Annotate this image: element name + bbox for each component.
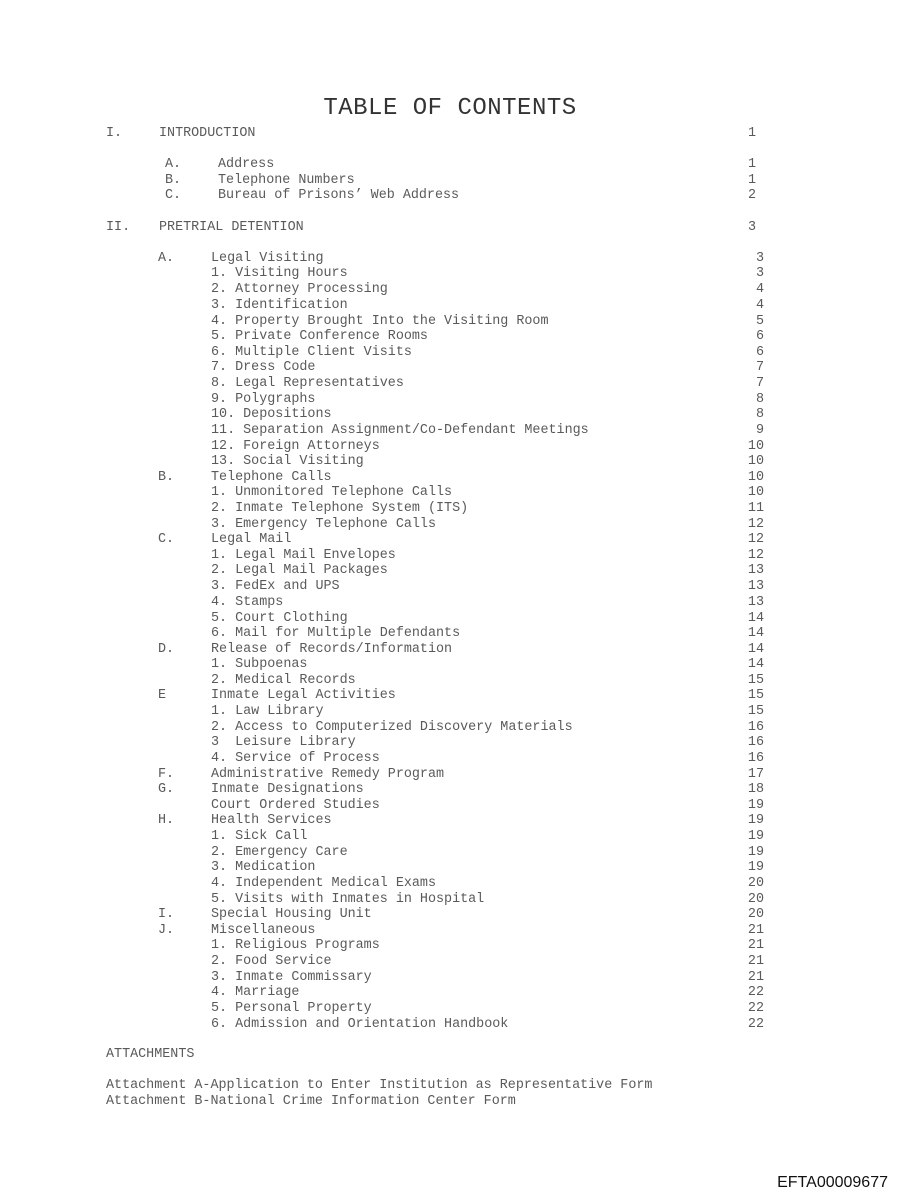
- toc-entry-marker: A.: [158, 251, 175, 266]
- toc-entry-page: 19: [747, 798, 764, 813]
- toc-entry: [0, 376, 900, 392]
- toc-entry-page: 5: [755, 314, 764, 329]
- toc-entry: [0, 454, 900, 470]
- toc-entry-title: Court Ordered Studies: [211, 798, 380, 813]
- toc-entry: [0, 751, 900, 767]
- toc-entry-page: 14: [747, 657, 764, 672]
- toc-entry: [0, 892, 900, 908]
- toc-entry: [0, 860, 900, 876]
- toc-entry-page: 16: [747, 735, 764, 750]
- toc-entry: [0, 470, 900, 486]
- toc-entry-page: 21: [747, 954, 764, 969]
- toc-entry: [0, 126, 900, 142]
- toc-entry: [0, 329, 900, 345]
- toc-entry-page: 22: [747, 985, 764, 1000]
- toc-entry: [0, 704, 900, 720]
- toc-entry-page: 4: [755, 282, 764, 297]
- toc-entry-title: Legal Mail: [211, 532, 292, 547]
- toc-entry-title: 1. Religious Programs: [211, 938, 380, 953]
- toc-entry: [0, 845, 900, 861]
- toc-entry: [0, 923, 900, 939]
- toc-entry-page: 11: [747, 501, 764, 516]
- toc-entry-marker: I.: [106, 126, 123, 141]
- toc-entry-title: 2. Emergency Care: [211, 845, 348, 860]
- toc-entry-title: 9. Polygraphs: [211, 392, 316, 407]
- toc-entry-title: 8. Legal Representatives: [211, 376, 404, 391]
- toc-entry: [0, 782, 900, 798]
- toc-entry: [0, 314, 900, 330]
- toc-entry: [0, 392, 900, 408]
- toc-entry-page: 22: [747, 1001, 764, 1016]
- toc-entry-page: 6: [755, 329, 764, 344]
- toc-entry-page: 10: [747, 470, 764, 485]
- toc-entry-title: PRETRIAL DETENTION: [159, 220, 304, 235]
- toc-entry-title: Miscellaneous: [211, 923, 316, 938]
- toc-entry-page: 16: [747, 751, 764, 766]
- toc-entry: [0, 579, 900, 595]
- toc-entry-page: 21: [747, 938, 764, 953]
- toc-entry-marker: C.: [158, 532, 175, 547]
- toc-entry-page: 21: [747, 923, 764, 938]
- toc-entry-page: 6: [755, 345, 764, 360]
- toc-entry-page: 19: [747, 845, 764, 860]
- toc-entry-title: 2. Medical Records: [211, 673, 356, 688]
- toc-entry: [0, 735, 900, 751]
- toc-entry-page: 14: [747, 642, 764, 657]
- toc-entry-title: 2. Food Service: [211, 954, 332, 969]
- toc-entry-page: 14: [747, 626, 764, 641]
- toc-entry-page: 7: [755, 376, 764, 391]
- toc-entry: [0, 188, 900, 204]
- toc-entry-title: Bureau of Prisons’ Web Address: [218, 188, 460, 203]
- toc-entry: [0, 360, 900, 376]
- toc-entry-page: 13: [747, 563, 764, 578]
- toc-entry-page: 15: [747, 688, 764, 703]
- toc-entry-title: 6. Mail for Multiple Defendants: [211, 626, 461, 641]
- toc-entry-title: 2. Access to Computerized Discovery Materials: [211, 720, 573, 735]
- toc-entry-page: 8: [755, 407, 764, 422]
- toc-entry-title: 3. Identification: [211, 298, 348, 313]
- attachment-item: Attachment B-National Crime Information Center Form: [106, 1094, 516, 1109]
- toc-entry-marker: II.: [106, 220, 131, 235]
- toc-entry-marker: I.: [158, 907, 175, 922]
- toc-entry-title: 1. Sick Call: [211, 829, 308, 844]
- toc-entry-title: 12. Foreign Attorneys: [211, 439, 380, 454]
- toc-entry-title: Health Services: [211, 813, 332, 828]
- toc-entry-title: 1. Subpoenas: [211, 657, 308, 672]
- toc-entry: [0, 220, 900, 236]
- toc-entry-title: Administrative Remedy Program: [211, 767, 445, 782]
- toc-entry-title: 5. Visits with Inmates in Hospital: [211, 892, 485, 907]
- toc-entry-title: Release of Records/Information: [211, 642, 453, 657]
- toc-entry-title: Inmate Designations: [211, 782, 364, 797]
- toc-entry: [0, 673, 900, 689]
- toc-entry: [0, 157, 900, 173]
- toc-entry-page: 16: [747, 720, 764, 735]
- toc-entry: [0, 688, 900, 704]
- document-id: EFTA00009677: [777, 1174, 888, 1191]
- attachments-heading: ATTACHMENTS: [106, 1047, 195, 1062]
- toc-entry-page: 10: [747, 485, 764, 500]
- toc-entry-marker: D.: [158, 642, 175, 657]
- toc-entry: [0, 1001, 900, 1017]
- toc-entry-page: 3: [755, 251, 764, 266]
- toc-entry-title: 10. Depositions: [211, 407, 332, 422]
- toc-entry-marker: H.: [158, 813, 175, 828]
- toc-entry: [0, 798, 900, 814]
- toc-entry-title: 1. Visiting Hours: [211, 266, 348, 281]
- toc-entry-title: 3 Leisure Library: [211, 735, 356, 750]
- toc-entry-page: 13: [747, 595, 764, 610]
- toc-entry-title: 4. Service of Process: [211, 751, 380, 766]
- toc-entry-page: 8: [755, 392, 764, 407]
- toc-entry-title: 4. Independent Medical Exams: [211, 876, 436, 891]
- toc-entry: [0, 985, 900, 1001]
- toc-entry-title: Address: [218, 157, 275, 172]
- toc-entry: [0, 532, 900, 548]
- toc-entry-page: 3: [755, 266, 764, 281]
- toc-entry-page: 20: [747, 892, 764, 907]
- toc-entry-title: INTRODUCTION: [159, 126, 256, 141]
- toc-entry-title: 3. Medication: [211, 860, 316, 875]
- toc-entry-title: 6. Admission and Orientation Handbook: [211, 1017, 509, 1032]
- toc-entry-page: 9: [755, 423, 764, 438]
- toc-entry: [0, 595, 900, 611]
- toc-entry-page: 15: [747, 673, 764, 688]
- toc-entry-title: 11. Separation Assignment/Co-Defendant Meetings: [211, 423, 589, 438]
- toc-entry: [0, 1017, 900, 1033]
- toc-entry: [0, 611, 900, 627]
- toc-entry-title: 2. Attorney Processing: [211, 282, 388, 297]
- toc-entry-page: 12: [747, 532, 764, 547]
- toc-entry-title: 3. Emergency Telephone Calls: [211, 517, 436, 532]
- page-title: TABLE OF CONTENTS: [323, 95, 577, 122]
- toc-entry-title: 13. Social Visiting: [211, 454, 364, 469]
- toc-entry-page: 19: [747, 813, 764, 828]
- toc-entry-title: Telephone Numbers: [218, 173, 355, 188]
- toc-entry-marker: C.: [165, 188, 182, 203]
- toc-entry-title: 4. Marriage: [211, 985, 300, 1000]
- toc-entry-page: 18: [747, 782, 764, 797]
- toc-entry-page: 22: [747, 1017, 764, 1032]
- toc-entry: [0, 813, 900, 829]
- toc-entry: [0, 954, 900, 970]
- toc-entry-marker: E: [158, 688, 167, 703]
- toc-entry-page: 7: [755, 360, 764, 375]
- toc-entry-page: 20: [747, 876, 764, 891]
- toc-entry: [0, 626, 900, 642]
- toc-entry-title: 1. Law Library: [211, 704, 324, 719]
- toc-entry-title: Inmate Legal Activities: [211, 688, 396, 703]
- toc-entry-title: 7. Dress Code: [211, 360, 316, 375]
- toc-entry-title: Telephone Calls: [211, 470, 332, 485]
- toc-entry-marker: J.: [158, 923, 175, 938]
- toc-entry: [0, 423, 900, 439]
- toc-entry-page: 20: [747, 907, 764, 922]
- toc-entry-page: 1: [747, 173, 756, 188]
- toc-entry-marker: F.: [158, 767, 175, 782]
- toc-entry-page: 12: [747, 548, 764, 563]
- toc-entry-page: 14: [747, 611, 764, 626]
- toc-entry-marker: B.: [158, 470, 175, 485]
- toc-entry-title: 3. FedEx and UPS: [211, 579, 340, 594]
- toc-entry: [0, 876, 900, 892]
- toc-entry-page: 13: [747, 579, 764, 594]
- toc-entry-title: 4. Stamps: [211, 595, 284, 610]
- toc-entry: [0, 657, 900, 673]
- toc-entry-page: 10: [747, 439, 764, 454]
- toc-entry-page: 4: [755, 298, 764, 313]
- toc-entry-page: 10: [747, 454, 764, 469]
- toc-entry: [0, 767, 900, 783]
- toc-entry-page: 2: [747, 188, 756, 203]
- toc-entry-page: 12: [747, 517, 764, 532]
- toc-entry-page: 1: [747, 126, 756, 141]
- toc-entry-title: 2. Inmate Telephone System (ITS): [211, 501, 469, 516]
- toc-entry-title: Special Housing Unit: [211, 907, 372, 922]
- toc-entry-marker: A.: [165, 157, 182, 172]
- toc-entry: [0, 642, 900, 658]
- toc-entry: [0, 829, 900, 845]
- toc-entry-title: 2. Legal Mail Packages: [211, 563, 388, 578]
- toc-entry-page: 19: [747, 860, 764, 875]
- toc-entry: [0, 251, 900, 267]
- toc-entry: [0, 439, 900, 455]
- toc-entry: [0, 907, 900, 923]
- toc-entry-page: 3: [747, 220, 756, 235]
- toc-entry-page: 17: [747, 767, 764, 782]
- toc-entry: [0, 266, 900, 282]
- toc-entry-title: 3. Inmate Commissary: [211, 970, 372, 985]
- toc-entry-page: 15: [747, 704, 764, 719]
- toc-entry: [0, 548, 900, 564]
- toc-entry-page: 1: [747, 157, 756, 172]
- toc-entry-title: 5. Court Clothing: [211, 611, 348, 626]
- toc-entry: [0, 563, 900, 579]
- toc-entry-title: 4. Property Brought Into the Visiting Room: [211, 314, 549, 329]
- toc-entry: [0, 517, 900, 533]
- toc-entry: [0, 173, 900, 189]
- toc-entry-marker: G.: [158, 782, 175, 797]
- toc-entry: [0, 345, 900, 361]
- toc-entry: [0, 298, 900, 314]
- toc-entry: [0, 970, 900, 986]
- toc-entry-marker: B.: [165, 173, 182, 188]
- toc-entry: [0, 485, 900, 501]
- toc-entry-title: 1. Legal Mail Envelopes: [211, 548, 396, 563]
- toc-entry-title: 1. Unmonitored Telephone Calls: [211, 485, 453, 500]
- toc-entry-title: Legal Visiting: [211, 251, 324, 266]
- toc-entry-title: 5. Private Conference Rooms: [211, 329, 428, 344]
- toc-entry-page: 19: [747, 829, 764, 844]
- toc-entry: [0, 282, 900, 298]
- toc-entry: [0, 720, 900, 736]
- toc-entry-page: 21: [747, 970, 764, 985]
- toc-entry-title: 6. Multiple Client Visits: [211, 345, 412, 360]
- toc-entry-title: 5. Personal Property: [211, 1001, 372, 1016]
- toc-entry: [0, 938, 900, 954]
- attachment-item: Attachment A-Application to Enter Institution as Representative Form: [106, 1078, 653, 1093]
- toc-entry: [0, 501, 900, 517]
- toc-entry: [0, 407, 900, 423]
